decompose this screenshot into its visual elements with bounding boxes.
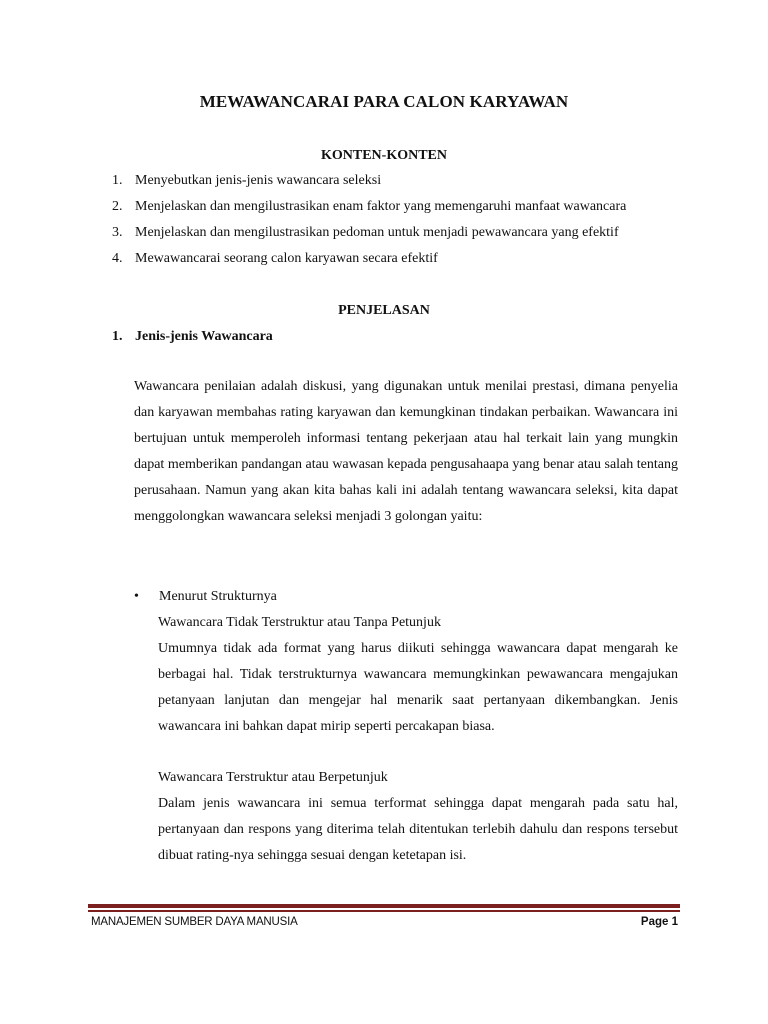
contents-item-number: 4. bbox=[112, 251, 123, 266]
footer-course-name: MANAJEMEN SUMBER DAYA MANUSIA bbox=[91, 916, 298, 928]
contents-item bbox=[112, 250, 712, 276]
contents-item bbox=[112, 198, 712, 224]
section-number: 1. bbox=[112, 329, 123, 344]
contents-item-number: 2. bbox=[112, 199, 123, 214]
contents-item-text: Menjelaskan dan mengilustrasikan pedoman untuk menjadi pewawancara yang efektif bbox=[135, 225, 619, 240]
contents-list bbox=[112, 172, 712, 276]
contents-item-text: Menjelaskan dan mengilustrasikan enam faktor yang memengaruhi manfaat wawancara bbox=[135, 199, 627, 214]
bullet-icon: • bbox=[134, 589, 139, 604]
footer-rule bbox=[88, 904, 680, 908]
explanation-heading: PENJELASAN bbox=[338, 303, 430, 318]
structured-interview-paragraph: Dalam jenis wawancara ini semua terformat sehingga dapat mengarah pada satu hal, pertanyaan dan respons yang diterima telah ditentukan terlebih dahulu dan respons tersebut dibuat rating-nya sehingga sesuai dengan ketetapan isi. bbox=[158, 796, 678, 863]
footer-rule bbox=[88, 910, 680, 912]
contents-item-number: 3. bbox=[112, 225, 123, 240]
contents-item bbox=[112, 224, 712, 250]
contents-item-text: Menyebutkan jenis-jenis wawancara seleksi bbox=[135, 173, 382, 188]
bullet-label: Menurut Strukturnya bbox=[159, 589, 277, 604]
footer-page-number: Page 1 bbox=[640, 916, 678, 928]
section-title-text: Jenis-jenis Wawancara bbox=[135, 329, 273, 344]
section-title bbox=[112, 329, 273, 345]
contents-item-text: Mewawancarai seorang calon karyawan secara efektif bbox=[135, 251, 438, 266]
contents-heading: KONTEN-KONTEN bbox=[320, 148, 447, 163]
unstructured-interview-title: Wawancara Tidak Terstruktur atau Tanpa Petunjuk bbox=[158, 615, 441, 630]
unstructured-interview-paragraph: Umumnya tidak ada format yang harus diikuti sehingga wawancara dapat mengarah ke berbagai hal. Tidak terstrukturnya wawancara memungkinkan pewawancara mengajukan petanyaan lanjutan dan mengejar hal menarik saat pertanyaan dikembangkan. Jenis wawancara ini bahkan dapat mirip seperti percakapan biasa. bbox=[158, 641, 678, 734]
contents-item bbox=[112, 172, 712, 198]
contents-item-number: 1. bbox=[112, 173, 123, 188]
structured-interview-title: Wawancara Terstruktur atau Berpetunjuk bbox=[158, 770, 388, 785]
intro-paragraph: Wawancara penilaian adalah diskusi, yang digunakan untuk menilai prestasi, dimana penyelia dan karyawan membahas rating karyawan dan kemungkinan tindakan perbaikan. Wawancara ini bertujuan untuk memperoleh informasi tentang pekerjaan atau hal terkait lain yang mungkin dapat memberikan pandangan atau wawasan kepada pengusahaapa yang benar atau salah tentang perusahaan. Namun yang akan kita bahas kali ini adalah tentang wawancara seleksi, kita dapat menggolongkan wawancara seleksi menjadi 3 golongan yaitu: bbox=[134, 379, 678, 524]
document-title: MEWAWANCARAI PARA CALON KARYAWAN bbox=[199, 92, 569, 111]
